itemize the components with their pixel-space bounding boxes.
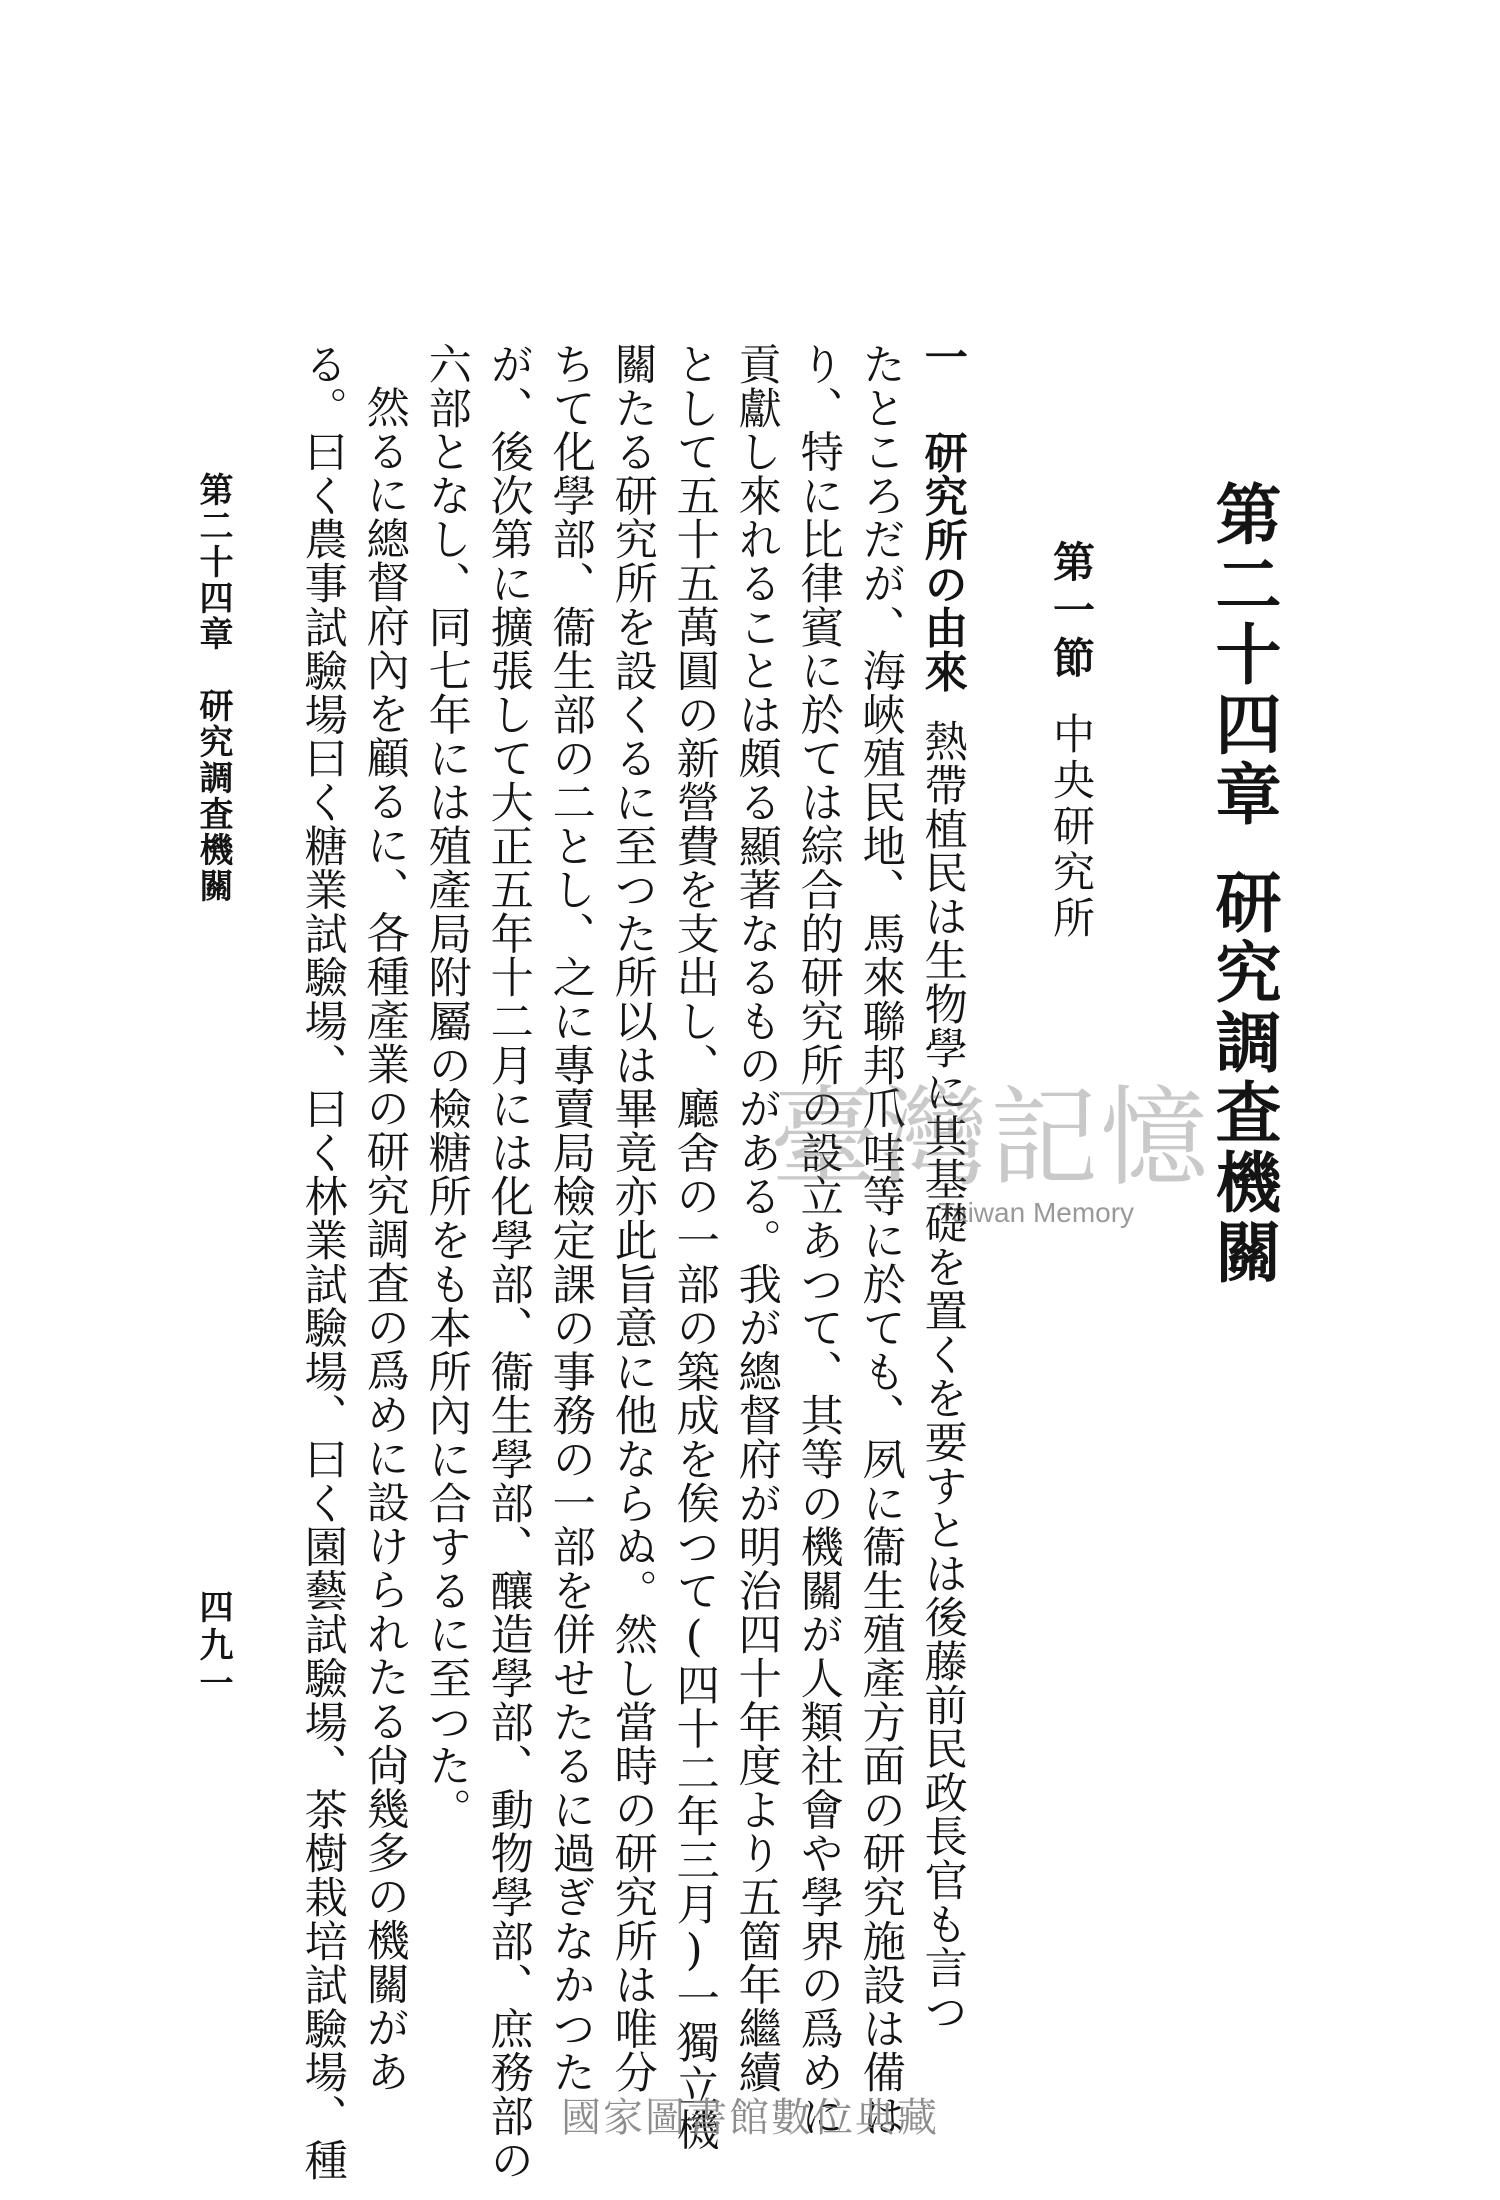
- body-column-3: り、特に比律賓に於ては綜合的研究所の設立あつて、其等の機關が人類社會や學界の爲めに: [793, 342, 844, 2138]
- section-number: 第一節: [1047, 540, 1096, 684]
- running-footer: [193, 472, 233, 904]
- body-column-4: 貢獻し來れることは頗る顯著なるものがある。我が總督府が明治四十年度より五箇年繼續: [731, 342, 782, 2094]
- body-column-5: として五十五萬圓の新營費を支出し、廳舍の一部の築成を俟つて(四十二年三月)一獨立機: [669, 342, 720, 2152]
- library-footer: 國家圖書館數位典藏: [561, 2095, 939, 2141]
- body-column-6: 關たる研究所を設くるに至つた所以は畢竟亦此旨意に他ならぬ。然し當時の研究所は唯分: [607, 342, 658, 2094]
- paragraph-heading: 一 研究所の由來: [917, 335, 969, 694]
- chapter-number: 第二十四章: [1204, 480, 1282, 830]
- body-column-11: る。曰く農事試驗場曰く糖業試驗場、曰く林業試驗場、曰く園藝試驗場、茶樹栽培試驗場、種: [297, 342, 348, 2182]
- section-name: 中央研究所: [1047, 712, 1096, 942]
- running-footer-title: 研究調査機關: [193, 688, 233, 904]
- chapter-name: 研究調査機關: [1204, 868, 1282, 1288]
- body-column-7: ちて化學部、衞生部の二とし、之に專賣局檢定課の事務の一部を併せたるに過ぎなかつた: [545, 342, 596, 2094]
- body-column-1: 一 研究所の由來熱帶植民は生物學に其基礎を置くを要すとは後藤前民政長官も言つ: [917, 335, 969, 2034]
- running-footer-chapter: 第二十四章: [193, 472, 233, 652]
- section-heading: [1047, 540, 1096, 942]
- watermark-latin-text: Taiwan Memory: [938, 1197, 1135, 1228]
- page-number: 四九一: [193, 1589, 233, 1703]
- body-column-2: たところだが、海峽殖民地、馬來聯邦爪哇等に於ても、夙に衞生殖產方面の研究施設は備は: [855, 342, 906, 2138]
- body-column-10: 然るに總督府內を顧るに、各種產業の研究調査の爲めに設けられたる尙幾多の機關があ: [359, 385, 410, 2094]
- body-column-8: が、後次第に擴張して大正五年十二月には化學部、衞生學部、釀造學部、動物學部、庶務部の: [483, 342, 534, 2182]
- chapter-title: [1204, 480, 1282, 1288]
- body-column-9: 六部となし、同七年には殖產局附屬の檢糖所をも本所內に合するに至つた。: [421, 342, 472, 1832]
- watermark-logo-text: 臺灣記憶: [770, 1076, 1211, 1201]
